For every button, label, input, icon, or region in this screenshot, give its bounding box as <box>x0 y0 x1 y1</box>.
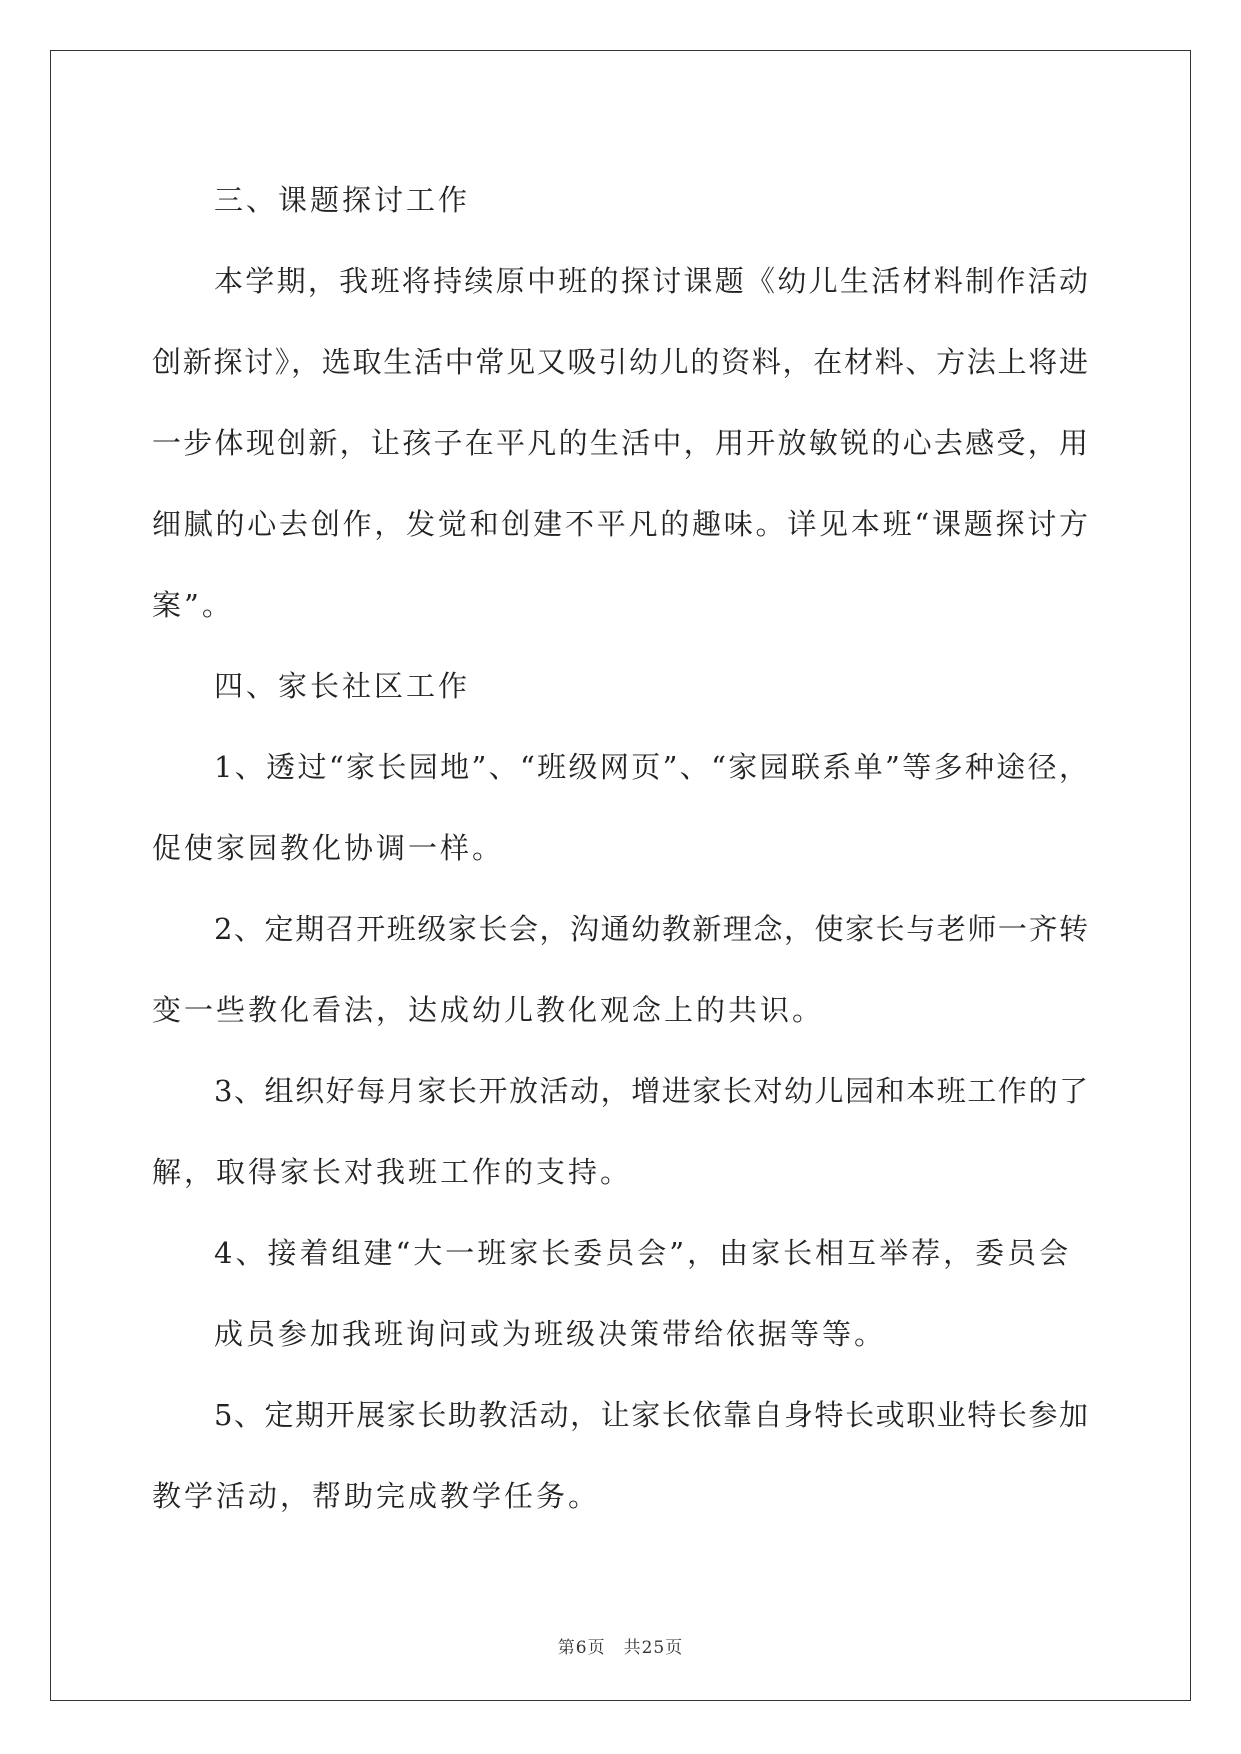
text-line: 案”。 <box>152 588 234 622</box>
text-line: 解，取得家长对我班工作的支持。 <box>152 1155 633 1189</box>
text-line: 四、家长社区工作 <box>214 669 471 703</box>
text-line: 2、定期召开班级家长会，沟通幼教新理念，使家长与老师一齐转 <box>214 912 1088 946</box>
text-line: 4、接着组建“大一班家长委员会”，由家长相互举荐，委员会 <box>214 1236 1072 1270</box>
page-total: 共25页 <box>623 1638 684 1658</box>
text-line: 1、透过“家长园地”、“班级网页”、“家园联系单”等多种途径， <box>214 750 1088 784</box>
text-line: 促使家园教化协调一样。 <box>152 831 505 865</box>
text-line: 本学期，我班将持续原中班的探讨课题《幼儿生活材料制作活动 <box>214 264 1088 298</box>
page-footer <box>0 1633 1241 1658</box>
text-line: 细腻的心去创作，发觉和创建不平凡的趣味。详见本班“课题探讨方 <box>152 507 1088 541</box>
text-line: 5、定期开展家长助教活动，让家长依靠自身特长或职业特长参加 <box>214 1398 1088 1432</box>
text-line: 变一些教化看法，达成幼儿教化观念上的共识。 <box>152 993 825 1027</box>
text-line: 教学活动，帮助完成教学任务。 <box>152 1479 601 1513</box>
text-line: 三、课题探讨工作 <box>214 183 471 217</box>
page-number: 第6页 <box>557 1638 606 1658</box>
text-line: 成员参加我班询问或为班级决策带给依据等等。 <box>214 1317 887 1351</box>
document-body <box>152 160 1088 1537</box>
text-line: 创新探讨》，选取生活中常见又吸引幼儿的资料，在材料、方法上将进 <box>152 345 1088 379</box>
text-line: 一步体现创新，让孩子在平凡的生活中，用开放敏锐的心去感受，用 <box>152 426 1088 460</box>
text-line: 3、组织好每月家长开放活动，增进家长对幼儿园和本班工作的了 <box>214 1074 1088 1108</box>
